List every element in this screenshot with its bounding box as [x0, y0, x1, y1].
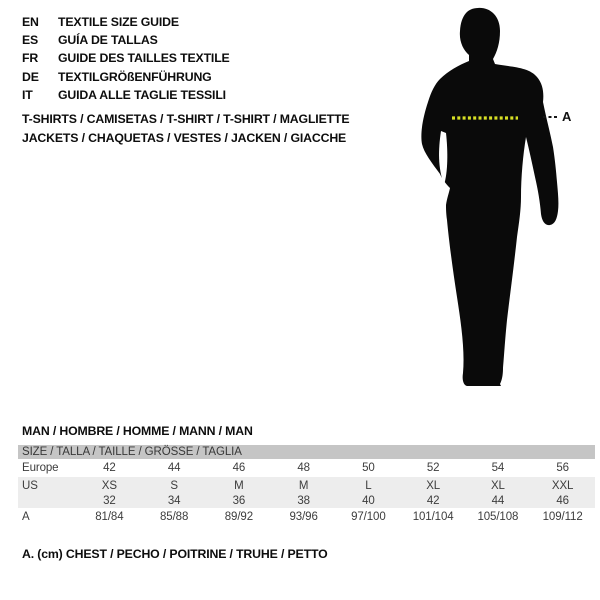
- language-title: GUIDE DES TAILLES TEXTILE: [58, 51, 230, 66]
- table-cell: 42: [103, 462, 116, 474]
- language-list: [22, 13, 230, 104]
- table-cell: L: [365, 479, 372, 492]
- language-row: [22, 68, 230, 86]
- table-cell: 50: [362, 462, 375, 474]
- measurement-footnote: A. (cm) CHEST / PECHO / POITRINE / TRUHE / PETTO: [22, 547, 328, 561]
- language-row: [22, 86, 230, 104]
- table-cell: 42: [426, 495, 440, 507]
- table-cell: 44: [167, 462, 181, 474]
- product-categories: [22, 110, 349, 148]
- table-cell: 46: [556, 495, 569, 507]
- table-header: SIZE / TALLA / TAILLE / GRÖSSE / TAGLIA: [18, 445, 595, 459]
- table-row-us-numeric: [18, 494, 595, 508]
- language-title: TEXTILGRÖßENFÜHRUNG: [58, 69, 212, 84]
- row-label: US: [22, 479, 38, 492]
- table-cell: XL: [490, 479, 505, 492]
- language-code: FR: [22, 51, 39, 66]
- table-cell: S: [170, 479, 178, 492]
- man-silhouette-figure: [415, 5, 565, 390]
- table-cell: 38: [297, 495, 310, 507]
- table-cell: 48: [297, 462, 310, 474]
- language-code: EN: [22, 15, 39, 30]
- language-code: DE: [22, 69, 39, 84]
- table-cell: 81/84: [95, 511, 124, 523]
- table-cell: 52: [426, 462, 440, 474]
- table-cell: XL: [426, 479, 441, 492]
- table-cell: 36: [232, 495, 246, 507]
- table-cell: 89/92: [224, 511, 254, 523]
- language-row: [22, 31, 230, 49]
- measure-pointer-line: [543, 116, 560, 118]
- product-line-tshirts: T-SHIRTS / CAMISETAS / T-SHIRT / T-SHIRT / MAGLIETTE: [22, 112, 350, 126]
- language-title: TEXTILE SIZE GUIDE: [58, 15, 179, 30]
- table-cell: M: [298, 479, 309, 492]
- table-row-europe: [18, 459, 595, 477]
- table-cell: 44: [491, 495, 505, 507]
- size-table: [18, 445, 595, 526]
- language-row: [22, 49, 230, 67]
- table-cell: 32: [103, 495, 116, 507]
- language-title: GUIDA ALLE TAGLIE TESSILI: [58, 87, 226, 102]
- language-title: GUÍA DE TALLAS: [58, 33, 158, 48]
- table-cell: M: [234, 479, 244, 492]
- table-cell: 101/104: [412, 511, 454, 523]
- table-cell: 97/100: [351, 511, 386, 523]
- table-cell: XS: [101, 479, 117, 492]
- table-cell: 54: [491, 462, 505, 474]
- table-cell: 109/112: [542, 511, 583, 523]
- table-cell: 56: [556, 462, 569, 474]
- table-cell: 93/96: [289, 511, 318, 523]
- language-code: ES: [22, 33, 39, 48]
- table-row-us: [18, 477, 595, 494]
- table-cell: XXL: [551, 479, 574, 492]
- table-cell: 40: [362, 495, 375, 507]
- product-line-jackets: JACKETS / CHAQUETAS / VESTES / JACKEN / GIACCHE: [22, 131, 347, 145]
- section-title-man: MAN / HOMBRE / HOMME / MANN / MAN: [22, 424, 253, 438]
- man-silhouette: [421, 8, 558, 386]
- table-cell: 105/108: [477, 511, 519, 523]
- language-code: IT: [22, 87, 33, 102]
- row-label: Europe: [22, 462, 59, 474]
- measure-label-a: A: [562, 109, 572, 124]
- row-label: A: [22, 511, 30, 523]
- table-row-chest: [18, 508, 595, 526]
- table-cell: 46: [232, 462, 246, 474]
- language-row: [22, 13, 230, 31]
- table-cell: 34: [167, 495, 181, 507]
- table-cell: 85/88: [159, 511, 189, 523]
